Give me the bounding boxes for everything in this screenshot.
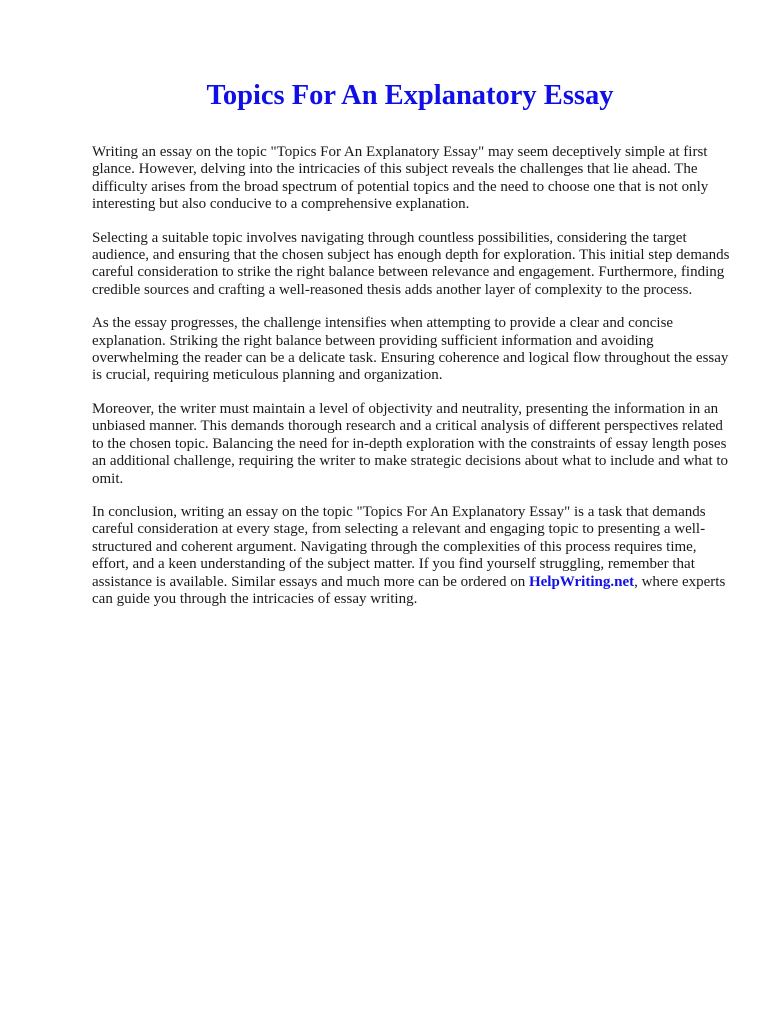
paragraph-conclusion [92,504,732,608]
paragraph-1: Writing an essay on the topic "Topics For An Explanatory Essay" may seem deceptively simple at first glance. However, delving into the intricacies of this subject reveals the challenges that lie ahead. The difficulty arises from the broad spectrum of potential topics and the need to choose one that is not only interesting but also conducive to a comprehensive explanation. [92,144,709,213]
page-title: Topics For An Explanatory Essay [206,80,614,111]
essay-body [92,144,732,624]
conclusion-after-link: , where experts can guide you through the intricacies of essay writing. [92,573,726,607]
paragraph-3: As the essay progresses, the challenge intensifies when attempting to provide a clear and concise explanation. Striking the right balance between providing sufficient information and avoiding overwhelming the reader can be a delicate task. Ensuring coherence and logical flow throughout the essay is crucial, requiring meticulous planning and organization. [92,315,729,384]
paragraph-2: Selecting a suitable topic involves navigating through countless possibilities, considering the target audience, and ensuring that the chosen subject has enough depth for exploration. This initial step demands careful consideration to strike the right balance between relevance and engagement. Furthermore, finding credible sources and crafting a well-reasoned thesis adds another layer of complexity to the process. [92,229,730,298]
conclusion-text: In conclusion, writing an essay on the topic "Topics For An Explanatory Essay" is a task that demands careful consideration at every stage, from selecting a relevant and engaging topic to presenting a well-structured and coherent argument. Navigating through the complexities of this process requires time, effort, and a keen understanding of the subject matter. If you find yourself struggling, remember that assistance is available. Similar essays and much more can be ordered on [92,503,706,590]
paragraph-4: Moreover, the writer must maintain a level of objectivity and neutrality, presenting the information in an unbiased manner. This demands thorough research and a critical analysis of different perspectives related to the chosen topic. Balancing the need for in-depth exploration with the constraints of essay length poses an additional challenge, requiring the writer to make strategic decisions about what to include and what to omit. [92,400,729,487]
helpwriting-link[interactable]: HelpWriting.net [528,573,635,590]
